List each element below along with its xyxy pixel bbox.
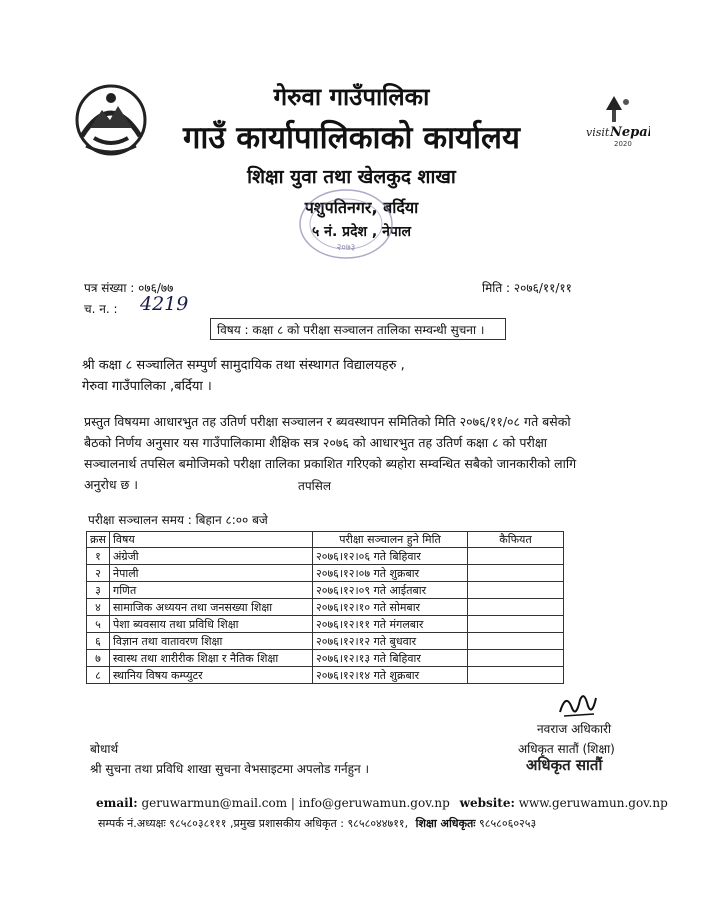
row-remarks	[468, 633, 564, 650]
office-seal-stamp	[296, 184, 396, 264]
signatory-title: अधिकृत सातौं (शिक्षा)	[518, 742, 615, 756]
header-serial: क्रस	[87, 532, 110, 548]
location-title: पशुपतिनगर, बर्दिया	[304, 198, 419, 217]
row-remarks	[468, 548, 564, 565]
row-subject: गणित	[110, 582, 313, 599]
table-row	[87, 582, 564, 599]
row-date: २०७६।१२।१० गते सोमबार	[313, 599, 468, 616]
office-title: गाउँ कार्यापालिकाको कार्यालय	[182, 120, 521, 156]
body-line1: प्रस्तुत विषयमा आधारभुत तह उतिर्ण परीक्षा सञ्चालन र ब्यवस्थापन समितिको मिति २०७६/११/०८ गते बसेको	[84, 414, 571, 429]
table-row	[87, 565, 564, 582]
signatory-name: नवराज अधिकारी	[537, 722, 612, 736]
row-subject: सामाजिक अध्ययन तथा जनसख्या शिक्षा	[110, 599, 313, 616]
row-subject: नेपाली	[110, 565, 313, 582]
row-remarks	[468, 667, 564, 684]
subject-box: विषय : कक्षा ८ को परीक्षा सञ्चालन तालिका सम्वन्धी सुचना ।	[210, 318, 506, 340]
contact-prefix: सम्पर्क नं.अध्यक्षः	[98, 817, 166, 830]
row-remarks	[468, 582, 564, 599]
letter-date: मिति : २०७६/११/११	[482, 281, 572, 295]
contact-cao: ,प्रमुख प्रशासकीय अधिकृत : ९८५८०४४७११,	[229, 817, 409, 830]
row-subject: स्वास्थ तथा शारीरीक शिक्षा र नैतिक शिक्षा	[110, 650, 313, 667]
cc-line: श्री सुचना तथा प्रविधि शाखा सुचना वेभसाइटमा अपलोड गर्नहुन ।	[90, 762, 370, 776]
row-date: २०७६।१२।०९ गते आईतबार	[313, 582, 468, 599]
row-remarks	[468, 565, 564, 582]
row-serial: ५	[87, 616, 110, 633]
email-label: email:	[96, 796, 138, 810]
dispatch-number: 4219	[140, 293, 189, 315]
row-serial: ४	[87, 599, 110, 616]
table-row	[87, 548, 564, 565]
row-serial: १	[87, 548, 110, 565]
stamp-year: २०७३	[336, 243, 356, 253]
footer-phone	[98, 816, 536, 831]
row-remarks	[468, 650, 564, 667]
row-date: २०७६।१२।०६ गते बिहिवार	[313, 548, 468, 565]
recipient-line2: गेरुवा गाउँपालिका ,बर्दिया ।	[82, 379, 212, 394]
row-serial: २	[87, 565, 110, 582]
province-title: ५ नं. प्रदेश , नेपाल	[312, 224, 411, 240]
contact-edu: ९८५८०६०२५३	[479, 817, 537, 830]
row-serial: ८	[87, 667, 110, 684]
branch-title: शिक्षा युवा तथा खेलकुद शाखा	[247, 166, 456, 188]
table-row	[87, 599, 564, 616]
row-date: २०७६।१२।११ गते मंगलबार	[313, 616, 468, 633]
row-subject: स्थानिय विषय कम्प्युटर	[110, 667, 313, 684]
contact-edu-label: शिक्षा अधिकृतः	[415, 817, 476, 830]
body-line4: अनुरोध छ ।	[84, 477, 138, 492]
row-subject: पेशा ब्यवसाय तथा प्रविधि शिक्षा	[110, 616, 313, 633]
header-remarks: कैफियत	[468, 532, 564, 548]
exam-time: परीक्षा सञ्चालन समय : बिहान ८:०० बजे	[88, 513, 268, 527]
svg-text:Nepal: Nepal	[610, 125, 650, 140]
table-header-row	[87, 532, 564, 548]
row-serial: ३	[87, 582, 110, 599]
row-date: २०७६।१२।१३ गते बिहिवार	[313, 650, 468, 667]
cc-label: बोधार्थ	[90, 742, 119, 756]
website-label: website:	[459, 796, 515, 810]
row-serial: ६	[87, 633, 110, 650]
row-subject: अंग्रेजी	[110, 548, 313, 565]
header-date: परीक्षा सञ्चालन हुने मिति	[313, 532, 468, 548]
footer-contact-web	[96, 796, 668, 810]
table-row	[87, 650, 564, 667]
recipient-line1: श्री कक्षा ८ सञ्चालित सम्पुर्ण सामुदायिक तथा संस्थागत विद्यालयहरु ,	[82, 358, 405, 373]
dispatch-label: च. न. :	[84, 302, 118, 316]
header-subject: विषय	[110, 532, 313, 548]
table-row	[87, 633, 564, 650]
row-remarks	[468, 599, 564, 616]
letter-number: पत्र संख्या : ०७६/७७	[84, 281, 174, 295]
row-serial: ७	[87, 650, 110, 667]
signatory-stamp: अधिकृत सातौं	[526, 756, 603, 774]
contact-chair: ९८५८०३८१११	[169, 817, 227, 830]
svg-text:2020: 2020	[614, 140, 632, 148]
exam-schedule-table	[86, 531, 564, 684]
svg-text:visit: visit	[586, 126, 610, 139]
website-value[interactable]: www.geruwamun.gov.np	[518, 796, 668, 810]
body-line3: सञ्चालनार्थ तपसिल बमोजिमको परीक्षा तालिका प्रकाशित गरिएको ब्यहोरा सम्वन्धित सबैको जानकारीको लागि	[84, 456, 577, 471]
municipality-title: गेरुवा गाउँपालिका	[273, 83, 430, 111]
tapsil-label: तपसिल	[298, 479, 332, 493]
table-row	[87, 667, 564, 684]
row-date: २०७६।१२।०७ गते शुक्रबार	[313, 565, 468, 582]
row-subject: विज्ञान तथा वातावरण शिक्षा	[110, 633, 313, 650]
row-date: २०७६।१२।१२ गते बुधवार	[313, 633, 468, 650]
handwritten-signature	[556, 688, 600, 722]
table-row	[87, 616, 564, 633]
body-line2: बैठको निर्णय अनुसार यस गाउँपालिकामा शैक्षिक सत्र २०७६ को आधारभुत तह उतिर्ण कक्षा ८ को परीक्षा	[84, 435, 548, 450]
row-date: २०७६।१२।१४ गते शुक्रबार	[313, 667, 468, 684]
row-remarks	[468, 616, 564, 633]
email-value[interactable]: geruwarmun@mail.com | info@geruwamun.gov.np	[141, 796, 450, 810]
